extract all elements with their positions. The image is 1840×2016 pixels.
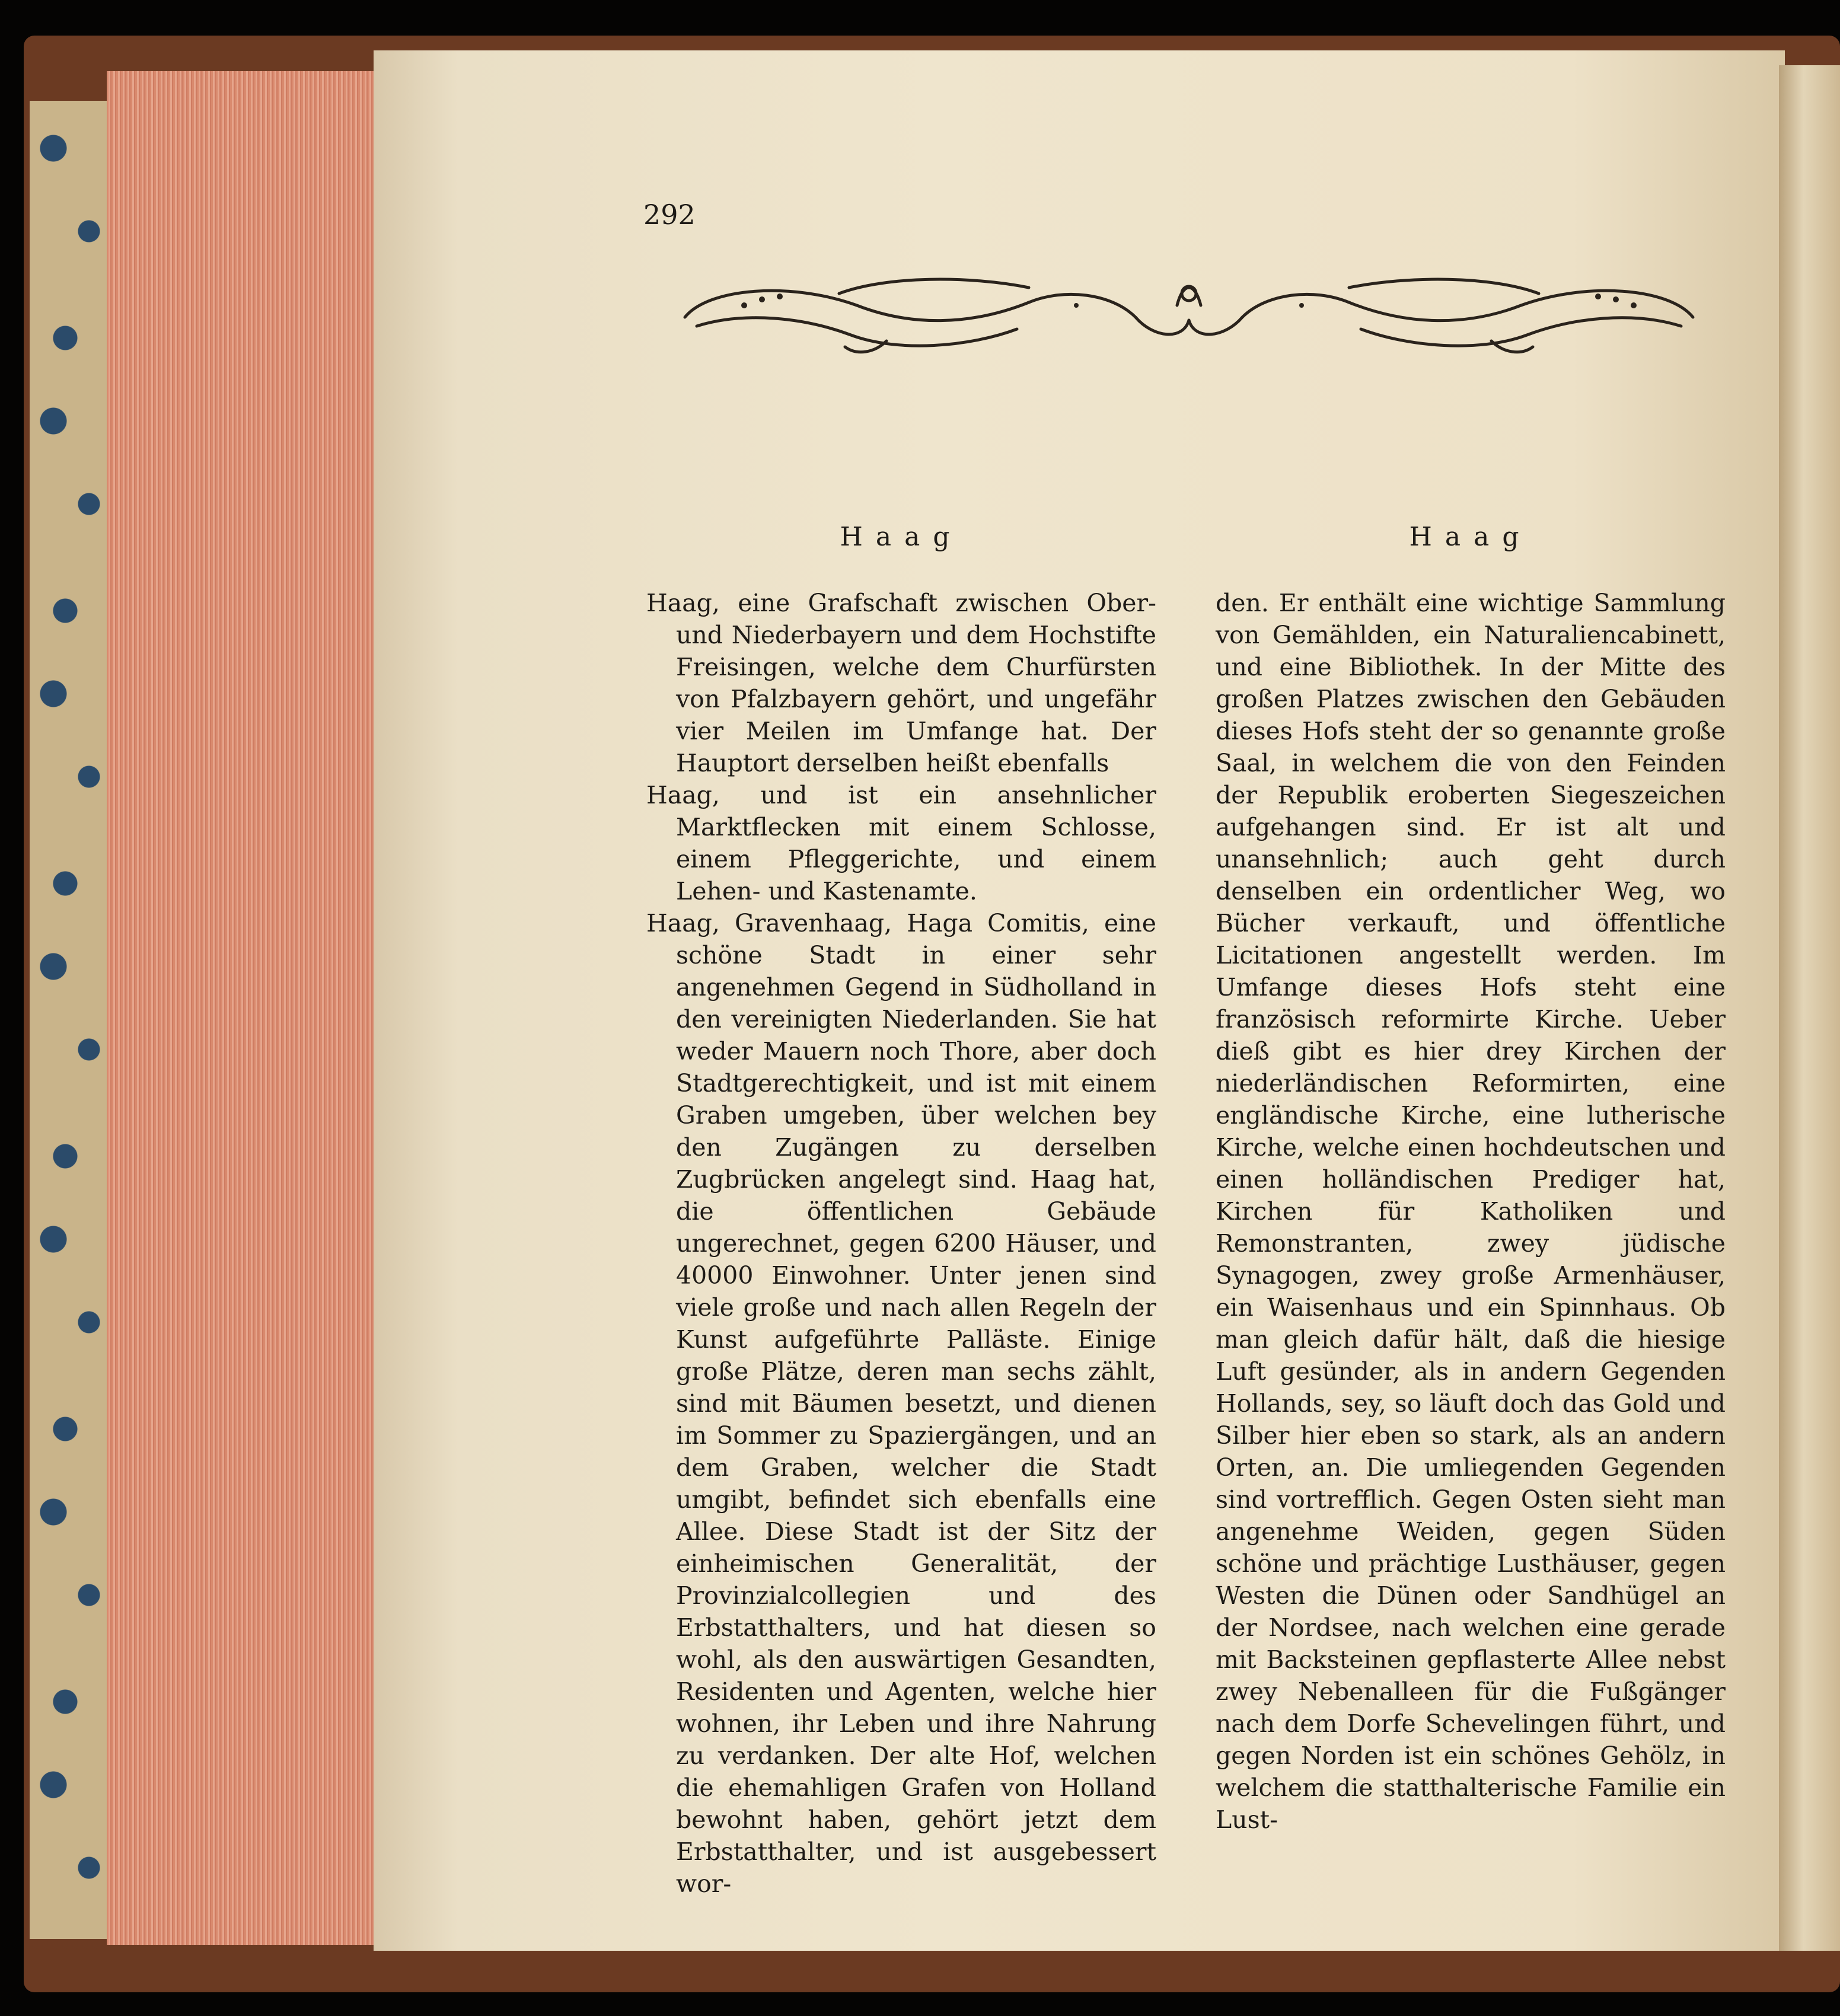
ornament-headpiece bbox=[661, 270, 1717, 359]
left-column bbox=[646, 522, 1156, 1900]
column-heading: Haag bbox=[1409, 522, 1532, 552]
entry-haag-grafschaft: Haag, eine Grafschaft zwischen Ober- und Niederbayern und dem Hochstifte Freisingen, welche dem Churfürsten von Pfalzbayern gehört, und ungefähr vier Meilen im Umfange hat. Der Hauptort derselben heißt ebenfalls bbox=[646, 589, 1156, 777]
facing-page-edge bbox=[1779, 65, 1840, 1951]
entry-haag-marktflecken: Haag, und ist ein ansehnlicher Marktflecken mit einem Schlosse, einem Pfleggerichte, und einem Lehen- und Kastenamte. bbox=[646, 781, 1156, 905]
entry-haag-gravenhaag: Haag, Gravenhaag, Haga Comitis, eine schöne Stadt in einer sehr angenehmen Gegend in Südholland in den vereinigten Niederlanden. Sie hat weder Mauern noch Thore, aber doch Stadtgerechtigkeit, und ist mit einem Graben umgeben, über welchen bey den Zugängen zu derselben Zugbrücken angelegt sind. Haag hat, die öffentlichen Gebäude ungerechnet, gegen 6200 Häuser, und 40000 Einwohner. Unter jenen sind viele große und nach allen Regeln der Kunst aufgeführte Palläste. Einige große Plätze, deren man sechs zählt, sind mit Bäumen besetzt, und dienen im Sommer zu Spaziergängen, und an dem Graben, welcher die Stadt umgibt, befindet sich ebenfalls eine Allee. Diese Stadt ist der Sitz der einheimischen Generalität, der Provinzialcollegien und des Erbstatthalters, und hat diesen so wohl, als den auswärtigen Gesandten, Residenten und Agenten, welche hier wohnen, ihr Leben und ihre Nahrung zu verdanken. Der alte Hof, welchen die ehemahligen Grafen von Holland bewohnt haben, gehört jetzt dem Erbstatthalter, und ist ausgebessert wor- bbox=[646, 909, 1156, 1898]
page-number: 292 bbox=[643, 199, 696, 231]
marbled-endpaper bbox=[30, 101, 113, 1939]
page-edges bbox=[107, 71, 374, 1945]
column-heading: Haag bbox=[840, 522, 963, 552]
entry-continuation: den. Er enthält eine wichtige Sammlung von Gemählden, ein Naturaliencabinett, und eine Bibliothek. In der Mitte des großen Platzes zwischen den Gebäuden dieses Hofs steht der so genannte große Saal, in welchem die von den Feinden der Republik eroberten Siegeszeichen aufgehangen sind. Er ist alt und unansehnlich; auch geht durch denselben ein ordentlicher Weg, wo Bücher verkauft, und öffentliche Licitationen angestellt werden. Im Umfange dieses Hofs steht eine französisch reformirte Kirche. Ueber dieß gibt es hier drey Kirchen der niederländischen Reformirten, eine engländische Kirche, eine lutherische Kirche, welche einen hochdeutschen und einen holländischen Prediger hat, Kirchen für Katholiken und Remonstranten, zwey jüdische Synagogen, zwey große Armenhäuser, ein Waisenhaus und ein Spinnhaus. Ob man gleich dafür hält, daß die hiesige Luft gesünder, als in andern Gegenden Hollands, sey, so läuft doch das Gold und Silber hier eben so stark, als an andern Orten, an. Die umliegenden Gegenden sind vortrefflich. Gegen Osten sieht man angenehme Weiden, gegen Süden schöne und prächtige Lusthäuser, gegen Westen die Dünen oder Sandhügel an der Nordsee, nach welchen eine gerade mit Backsteinen gepflasterte Allee nebst zwey Nebenalleen für die Fußgänger nach dem Dorfe Schevelingen führt, und gegen Norden ist ein schönes Gehölz, in welchem die statthalterische Familie ein Lust- bbox=[1216, 589, 1726, 1834]
right-column bbox=[1216, 522, 1726, 1836]
